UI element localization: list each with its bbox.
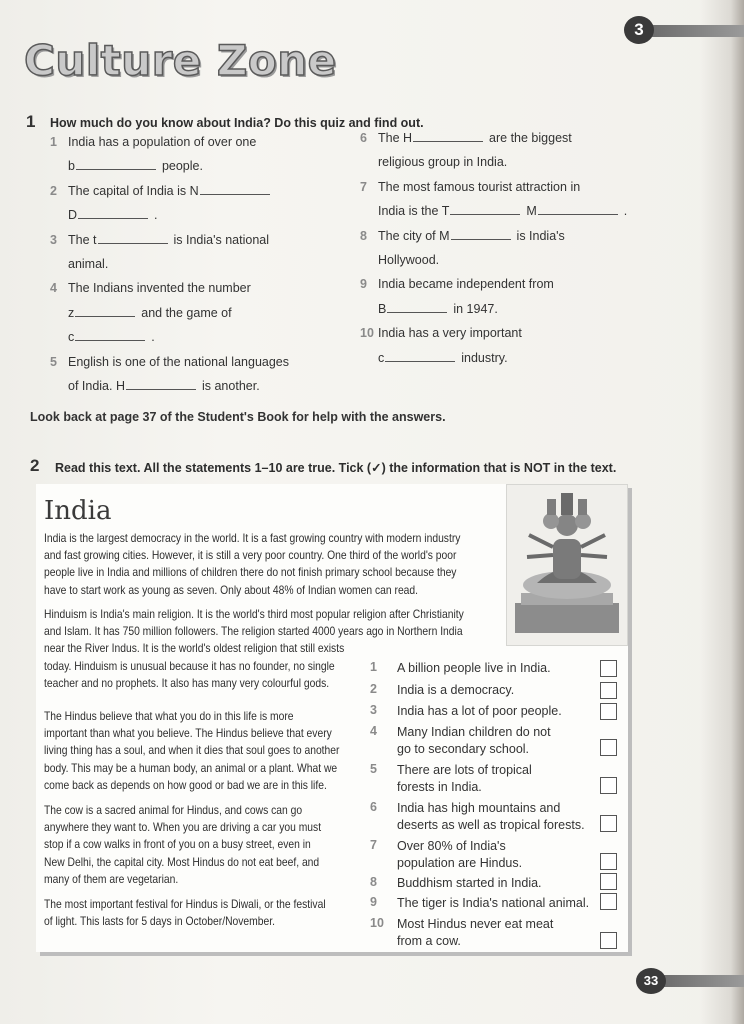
quiz-line xyxy=(68,374,350,398)
quiz-text: The most famous tourist attraction in xyxy=(378,179,581,194)
quiz-line xyxy=(378,248,660,272)
reading-line: The Hindus believe that what you do in this life is more xyxy=(44,709,294,723)
tick-box[interactable] xyxy=(600,777,617,794)
quiz-text: India has a population of over one xyxy=(68,135,257,149)
quiz-text: The H xyxy=(378,131,413,145)
quiz-text: and the game of xyxy=(141,305,232,320)
statement-line: India has high mountains and xyxy=(397,801,561,815)
quiz-text: industry. xyxy=(461,350,508,365)
quiz-line xyxy=(378,126,660,150)
quiz-question-number: 7 xyxy=(360,179,367,194)
reading-paragraph xyxy=(44,896,326,930)
statement-line: India has a lot of poor people. xyxy=(397,704,562,718)
quiz-text: The t xyxy=(68,232,97,247)
quiz-text: The capital of India is N xyxy=(68,183,199,198)
answer-blank[interactable] xyxy=(451,227,511,240)
unit-number-badge: 3 xyxy=(624,16,654,44)
statement-line: Over 80% of India's xyxy=(397,839,506,853)
answer-blank[interactable] xyxy=(413,129,483,142)
statement-line: Many Indian children do not xyxy=(397,725,551,739)
statement-line: The tiger is India's national animal. xyxy=(397,896,590,910)
statement-text xyxy=(397,838,522,872)
quiz-text: English is one of the national languages xyxy=(68,354,289,369)
tick-box[interactable] xyxy=(600,703,617,720)
quiz-left-column xyxy=(50,130,350,398)
quiz-text: is India's xyxy=(516,228,565,243)
quiz-question xyxy=(50,228,350,277)
statement-line: forests in India. xyxy=(397,780,482,794)
quiz-question-number: 9 xyxy=(360,277,367,292)
answer-blank[interactable] xyxy=(75,328,145,341)
statement-text xyxy=(397,660,551,677)
quiz-line xyxy=(68,276,350,300)
statement-line: from a cow. xyxy=(397,934,461,948)
exercise-2-instruction: Read this text. All the statements 1–10 are true. Tick (✓) the information that is NOT in the text. xyxy=(55,461,617,475)
statement-text xyxy=(397,800,585,834)
quiz-text: c xyxy=(378,350,385,365)
statement-number: 7 xyxy=(370,838,377,852)
quiz-line xyxy=(378,297,660,321)
quiz-text: c xyxy=(68,330,75,345)
quiz-line xyxy=(68,325,350,349)
statement-number: 3 xyxy=(370,703,377,717)
tick-box[interactable] xyxy=(600,660,617,677)
reading-paragraph xyxy=(44,606,464,692)
tick-box[interactable] xyxy=(600,893,617,910)
quiz-line xyxy=(68,154,350,178)
reading-line: many of them are vegetarian. xyxy=(44,871,179,886)
quiz-text: India became independent from xyxy=(378,277,554,292)
answer-blank[interactable] xyxy=(385,349,455,362)
quiz-line xyxy=(68,301,350,325)
answer-blank[interactable] xyxy=(78,206,148,219)
quiz-question xyxy=(50,276,350,349)
answer-blank[interactable] xyxy=(200,182,270,195)
quiz-text: The Indians invented the number xyxy=(68,281,251,296)
quiz-question-number: 10 xyxy=(360,326,374,341)
quiz-question xyxy=(360,321,660,370)
quiz-line xyxy=(68,203,350,227)
page-edge-shadow xyxy=(700,0,744,1024)
tick-box[interactable] xyxy=(600,873,617,890)
quiz-question-number: 5 xyxy=(50,354,57,369)
reading-paragraph xyxy=(44,802,321,888)
statement-line: go to secondary school. xyxy=(397,742,530,756)
quiz-line xyxy=(378,321,660,345)
statement-number: 10 xyxy=(370,916,384,930)
reading-line: The cow is a sacred animal for Hindus, and cows can go xyxy=(44,803,303,817)
answer-blank[interactable] xyxy=(76,157,156,170)
quiz-text: . xyxy=(151,330,155,345)
quiz-line xyxy=(68,130,350,154)
statement-line: Most Hindus never eat meat xyxy=(397,917,554,931)
reading-line: The most important festival for Hindus is Diwali, or the festival xyxy=(44,897,326,911)
quiz-question-number: 1 xyxy=(50,135,57,149)
statement-number: 4 xyxy=(370,724,377,738)
quiz-text: M xyxy=(526,204,537,219)
quiz-question xyxy=(360,224,660,273)
exercise-1-number: 1 xyxy=(26,112,36,131)
quiz-text: . xyxy=(623,204,628,219)
reading-line: come back as depends on how good or bad we are in this life. xyxy=(44,777,327,792)
lookback-note: Look back at page 37 of the Student's Book for help with the answers. xyxy=(30,410,446,424)
statement-line: India is a democracy. xyxy=(397,683,515,697)
statement-line: deserts as well as tropical forests. xyxy=(397,818,585,832)
reading-paragraph xyxy=(44,530,460,599)
statement-text xyxy=(397,875,542,892)
reading-line: New Delhi, the capital city. Most Hindus do not eat beef, and xyxy=(44,854,320,869)
statement-number: 9 xyxy=(370,895,377,909)
statement-line: There are lots of tropical xyxy=(397,763,532,777)
quiz-question xyxy=(50,350,350,399)
statement-text xyxy=(397,916,553,950)
quiz-text: people. xyxy=(161,159,203,174)
quiz-line xyxy=(378,346,660,370)
statement-number: 8 xyxy=(370,875,377,889)
statement-text xyxy=(397,762,532,796)
quiz-text: of India. H xyxy=(68,379,125,394)
quiz-text: D xyxy=(68,208,78,223)
quiz-text: animal. xyxy=(68,257,109,272)
quiz-text: . xyxy=(154,208,158,223)
unit-tab xyxy=(648,25,744,37)
reading-line: and Islam. It has 750 million followers. The religion started 4000 years ago in Northern India xyxy=(44,624,463,639)
quiz-question-number: 2 xyxy=(50,183,57,198)
quiz-text: is another. xyxy=(201,379,260,394)
reading-title: India xyxy=(44,496,112,526)
reading-line: Hinduism is India's main religion. It is the world's third most popular religion after Christianity xyxy=(44,607,464,621)
quiz-text: in 1947. xyxy=(453,301,498,316)
statement-text xyxy=(397,703,562,720)
tick-box[interactable] xyxy=(600,682,617,699)
quiz-text: India has a very important xyxy=(378,326,522,341)
quiz-line xyxy=(68,252,350,276)
statement-number: 6 xyxy=(370,800,377,814)
quiz-line xyxy=(378,150,660,174)
page-number: 33 xyxy=(636,968,666,994)
reading-line: people live in India and millions of children there do not finish primary school because they xyxy=(44,565,457,580)
reading-line: and fast growing cities. However, it is still a very poor country. One third of the world's poor xyxy=(44,548,457,563)
quiz-question xyxy=(360,272,660,321)
page-title: Culture Zone xyxy=(24,36,337,85)
reading-line: important than what you believe. The Hindus believe that every xyxy=(44,726,332,741)
statement-line: Buddhism started in India. xyxy=(397,876,542,890)
reading-line: of light. This lasts for 5 days in October/November. xyxy=(44,914,275,929)
page-number-tab xyxy=(660,975,744,987)
exercise-2-number: 2 xyxy=(30,456,40,475)
quiz-line xyxy=(68,179,350,203)
reading-line: have to start work as young as seven. Only about 48% of Indian women can read. xyxy=(44,582,419,597)
tick-box[interactable] xyxy=(600,853,617,870)
reading-line: living thing has a soul, and when it dies that soul goes to another xyxy=(44,743,340,758)
quiz-question xyxy=(50,179,350,228)
quiz-text: B xyxy=(378,301,387,316)
quiz-line xyxy=(378,272,660,296)
answer-blank[interactable] xyxy=(75,304,135,317)
reading-line: teacher and no prophets. It also has many very colourful gods. xyxy=(44,675,330,690)
statement-line: population are Hindus. xyxy=(397,856,523,870)
reading-line: body. This may be a human body, an animal or a plant. What we xyxy=(44,760,338,775)
quiz-text: religious group in India. xyxy=(378,155,508,170)
tick-box[interactable] xyxy=(600,739,617,756)
answer-blank[interactable] xyxy=(450,202,520,215)
quiz-text: b xyxy=(68,159,75,174)
answer-blank[interactable] xyxy=(538,202,618,215)
quiz-question xyxy=(360,175,660,224)
answer-blank[interactable] xyxy=(98,231,168,244)
tick-box[interactable] xyxy=(600,815,617,832)
quiz-line xyxy=(68,228,350,252)
reading-line: stop if a cow walks in front of you on a busy street, even in xyxy=(44,837,311,852)
hindu-deity-illustration xyxy=(506,484,628,646)
quiz-line xyxy=(68,350,350,374)
reading-line: anywhere they want to. When you are driving a car you must xyxy=(44,820,322,835)
quiz-text: z xyxy=(68,305,75,320)
reading-line: near the River Indus. It is the world's oldest religion that still exists xyxy=(44,641,345,656)
quiz-text: The city of M xyxy=(378,228,450,243)
quiz-text: are the biggest xyxy=(489,131,572,145)
statement-number: 5 xyxy=(370,762,377,776)
quiz-question-number: 4 xyxy=(50,281,57,296)
quiz-question-number: 6 xyxy=(360,131,367,145)
quiz-question xyxy=(360,126,660,175)
quiz-question-number: 3 xyxy=(50,232,57,247)
statement-text xyxy=(397,724,551,758)
statement-number: 2 xyxy=(370,682,377,696)
tick-box[interactable] xyxy=(600,932,617,949)
reading-line: today. Hinduism is unusual because it has no founder, no single xyxy=(44,658,335,673)
deity-icon xyxy=(507,485,627,645)
answer-blank[interactable] xyxy=(126,377,196,390)
answer-blank[interactable] xyxy=(387,300,447,313)
quiz-question-number: 8 xyxy=(360,228,367,243)
quiz-text: is India's national xyxy=(173,232,270,247)
reading-paragraph xyxy=(44,708,339,794)
reading-line: India is the largest democracy in the world. It is a fast growing country with modern industry xyxy=(44,531,461,545)
statement-line: A billion people live in India. xyxy=(397,661,551,675)
quiz-right-column xyxy=(360,126,660,370)
quiz-question xyxy=(50,130,350,179)
statement-text xyxy=(397,895,589,912)
quiz-line xyxy=(378,175,660,199)
quiz-line xyxy=(378,199,660,223)
exercise-1-instruction: How much do you know about India? Do this quiz and find out. xyxy=(50,116,424,130)
quiz-text: India is the T xyxy=(378,204,450,219)
quiz-text: Hollywood. xyxy=(378,253,440,268)
statement-text xyxy=(397,682,514,699)
quiz-line xyxy=(378,224,660,248)
statement-number: 1 xyxy=(370,660,377,674)
